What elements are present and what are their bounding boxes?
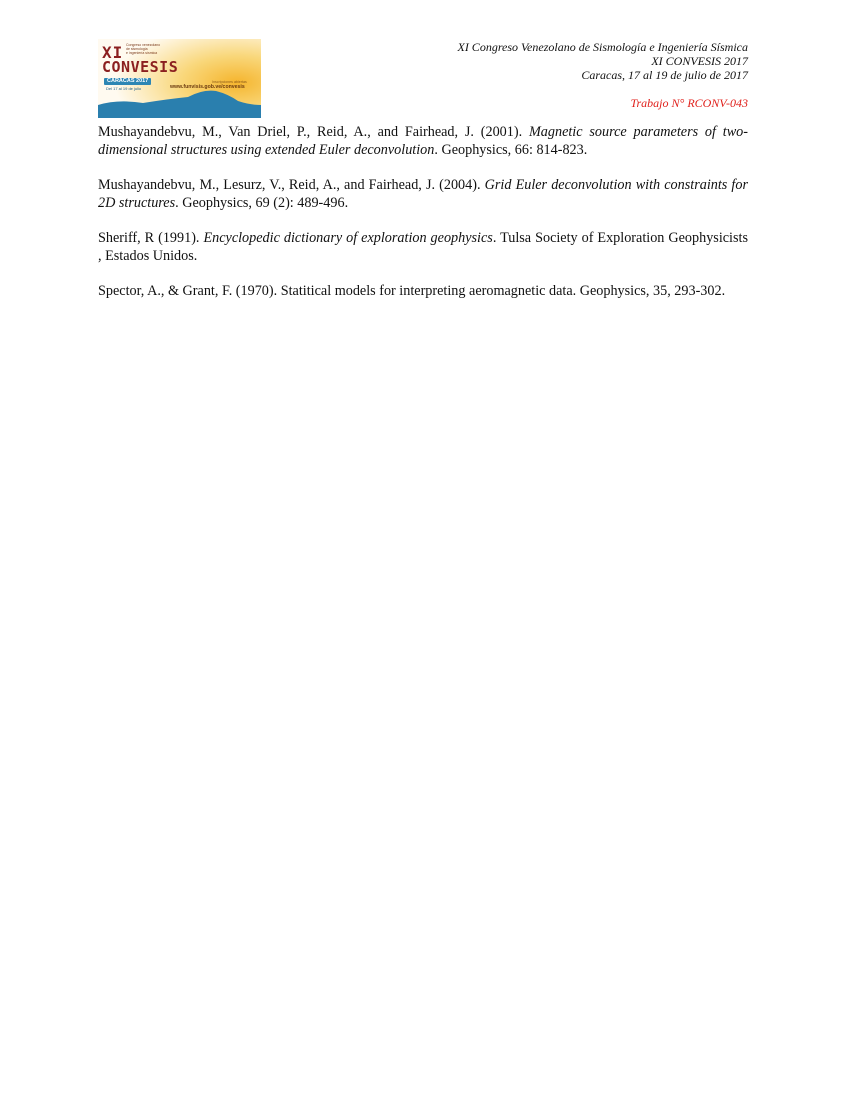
reference-entry: [98, 177, 748, 212]
reference-source: . Tulsa Society of Exploration Geophysicists , Estados Unidos.: [98, 230, 748, 264]
reference-authors: Mushayandebvu, M., Lesurz, V., Reid, A., and Fairhead, J. (2004).: [98, 177, 485, 193]
reference-entry: [98, 230, 748, 265]
convesis-logo: [98, 39, 261, 118]
reference-source: . Geophysics, 69 (2): 489-496.: [175, 194, 349, 211]
reference-authors: Spector, A., & Grant, F. (1970). Statitical models for interpreting aeromagnetic data. Geophysics, 35, 293-302.: [98, 283, 726, 299]
reference-title: Magnetic source parameters of two-dimensional structures using extended Euler deconvolution: [98, 124, 749, 158]
logo-url: www.funvisis.gob.ve/convesis: [170, 84, 245, 90]
logo-subtitle-line: Congreso venezolano: [126, 43, 161, 47]
references-list: [98, 124, 748, 319]
logo-registrations: Inscripciones abiertas: [212, 80, 247, 84]
conference-name: XI Congreso Venezolano de Sismología e Ingeniería Sísmica: [457, 40, 748, 54]
logo-dates: Del 17 al 19 de julio: [106, 86, 142, 91]
logo-subtitle: [126, 43, 160, 56]
logo-subtitle-line: de sismología: [126, 47, 148, 52]
reference-title: Encyclopedic dictionary of exploration geophysics: [203, 230, 493, 246]
reference-title: Grid Euler deconvolution with constraints for 2D structures: [98, 177, 748, 211]
reference-authors: Mushayandebvu, M., Van Driel, P., Reid, A., and Fairhead, J. (2001).: [98, 124, 529, 140]
logo-title: CONVESIS: [102, 58, 179, 76]
paper-id: Trabajo N° RCONV-043: [630, 96, 748, 110]
reference-entry: [98, 124, 748, 159]
reference-entry: [98, 283, 748, 301]
conference-header: [457, 40, 748, 82]
reference-authors: Sheriff, R (1991).: [98, 230, 204, 246]
conference-dates: Caracas, 17 al 19 de julio de 2017: [581, 68, 748, 82]
conference-edition: XI CONVESIS 2017: [651, 54, 748, 68]
logo-subtitle-line: e ingeniería sísmica: [126, 51, 158, 56]
logo-city-badge: CARACAS 2017: [104, 78, 151, 85]
logo-roman-numeral: XI: [102, 43, 124, 62]
reference-source: . Geophysics, 66: 814-823.: [434, 141, 588, 158]
